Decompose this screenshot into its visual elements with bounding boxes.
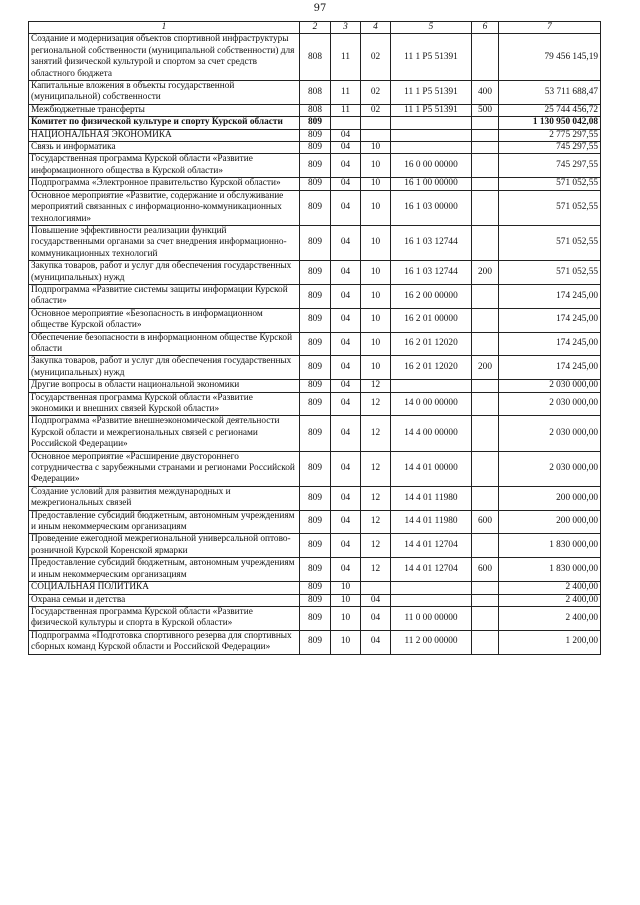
cell-expense-type xyxy=(472,332,499,356)
cell-expense-type xyxy=(472,486,499,510)
cell-name: Связь и информатика xyxy=(29,142,300,154)
cell-target-article: 11 0 00 00000 xyxy=(391,606,472,630)
cell-glava: 808 xyxy=(300,81,331,105)
cell-amount: 2 030 000,00 xyxy=(499,380,601,392)
table-row xyxy=(29,332,601,356)
cell-razdel: 04 xyxy=(331,534,361,558)
cell-name: НАЦИОНАЛЬНАЯ ЭКОНОМИКА xyxy=(29,129,300,141)
cell-name: Государственная программа Курской области «Развитие физической культуры и спорта в Курской области» xyxy=(29,606,300,630)
cell-amount: 174 245,00 xyxy=(499,356,601,380)
table-row xyxy=(29,34,601,81)
cell-razdel: 10 xyxy=(331,606,361,630)
cell-podrazdel: 10 xyxy=(361,261,391,285)
cell-razdel: 04 xyxy=(331,356,361,380)
cell-amount: 25 744 456,72 xyxy=(499,104,601,116)
cell-amount: 200 000,00 xyxy=(499,486,601,510)
cell-glava: 809 xyxy=(300,582,331,594)
table-row xyxy=(29,606,601,630)
cell-name: Другие вопросы в области национальной экономики xyxy=(29,380,300,392)
cell-glava: 809 xyxy=(300,486,331,510)
cell-podrazdel: 02 xyxy=(361,34,391,81)
cell-name: Основное мероприятие «Расширение двустороннего сотрудничества с зарубежными странами и регионами Российской Федерации» xyxy=(29,451,300,486)
cell-target-article xyxy=(391,142,472,154)
cell-glava: 809 xyxy=(300,416,331,451)
cell-razdel: 04 xyxy=(331,380,361,392)
table-row xyxy=(29,178,601,190)
cell-expense-type: 600 xyxy=(472,558,499,582)
cell-razdel: 04 xyxy=(331,129,361,141)
cell-expense-type xyxy=(472,594,499,606)
table-row xyxy=(29,284,601,308)
cell-amount: 745 297,55 xyxy=(499,154,601,178)
cell-expense-type: 400 xyxy=(472,81,499,105)
cell-glava: 809 xyxy=(300,510,331,534)
cell-target-article: 11 1 P5 51391 xyxy=(391,81,472,105)
cell-amount: 2 400,00 xyxy=(499,594,601,606)
cell-target-article xyxy=(391,380,472,392)
cell-amount: 571 052,55 xyxy=(499,178,601,190)
table-row xyxy=(29,190,601,225)
cell-razdel: 04 xyxy=(331,178,361,190)
cell-expense-type xyxy=(472,34,499,81)
table-row xyxy=(29,582,601,594)
cell-amount: 174 245,00 xyxy=(499,284,601,308)
cell-razdel: 11 xyxy=(331,81,361,105)
cell-razdel: 04 xyxy=(331,142,361,154)
table-row xyxy=(29,486,601,510)
cell-podrazdel: 10 xyxy=(361,284,391,308)
column-number-row xyxy=(29,22,601,34)
cell-podrazdel: 02 xyxy=(361,104,391,116)
col-header-amount: 7 xyxy=(499,22,601,34)
cell-podrazdel: 12 xyxy=(361,380,391,392)
cell-name: Межбюджетные трансферты xyxy=(29,104,300,116)
cell-glava: 809 xyxy=(300,154,331,178)
cell-target-article: 11 1 P5 51391 xyxy=(391,34,472,81)
table-row xyxy=(29,510,601,534)
cell-target-article xyxy=(391,129,472,141)
cell-podrazdel: 10 xyxy=(361,225,391,260)
budget-table xyxy=(28,21,601,655)
cell-razdel: 04 xyxy=(331,154,361,178)
cell-name: Основное мероприятие «Безопасность в информационном обществе Курской области» xyxy=(29,308,300,332)
cell-target-article: 14 4 00 00000 xyxy=(391,416,472,451)
cell-podrazdel xyxy=(361,117,391,129)
cell-amount: 1 830 000,00 xyxy=(499,558,601,582)
table-row xyxy=(29,558,601,582)
cell-name: Комитет по физической культуре и спорту Курской области xyxy=(29,117,300,129)
page-number: 97 xyxy=(313,3,327,14)
col-header-expense-type: 6 xyxy=(472,22,499,34)
cell-glava: 809 xyxy=(300,380,331,392)
cell-name: Государственная программа Курской области «Развитие экономики и внешних связей Курской области» xyxy=(29,392,300,416)
cell-name: Охрана семьи и детства xyxy=(29,594,300,606)
cell-glava: 809 xyxy=(300,190,331,225)
table-row xyxy=(29,380,601,392)
cell-razdel: 04 xyxy=(331,308,361,332)
cell-amount: 200 000,00 xyxy=(499,510,601,534)
cell-target-article: 16 1 03 12744 xyxy=(391,225,472,260)
col-header-target-article: 5 xyxy=(391,22,472,34)
cell-expense-type xyxy=(472,178,499,190)
cell-podrazdel: 12 xyxy=(361,416,391,451)
cell-glava: 809 xyxy=(300,451,331,486)
cell-name: Предоставление субсидий бюджетным, автономным учреждениям и иным некоммерческим организациям xyxy=(29,510,300,534)
cell-razdel: 04 xyxy=(331,284,361,308)
cell-expense-type xyxy=(472,606,499,630)
cell-razdel: 11 xyxy=(331,34,361,81)
cell-expense-type xyxy=(472,129,499,141)
cell-amount: 2 400,00 xyxy=(499,582,601,594)
cell-name: Создание условий для развития международных и межрегиональных связей xyxy=(29,486,300,510)
cell-expense-type: 200 xyxy=(472,261,499,285)
table-row xyxy=(29,308,601,332)
cell-podrazdel: 10 xyxy=(361,142,391,154)
table-row xyxy=(29,129,601,141)
cell-podrazdel: 10 xyxy=(361,190,391,225)
cell-amount: 2 400,00 xyxy=(499,606,601,630)
cell-podrazdel: 12 xyxy=(361,558,391,582)
cell-podrazdel xyxy=(361,129,391,141)
cell-name: Создание и модернизация объектов спортивной инфраструктуры региональной собственности (муниципальной собственности) для занятий физической культурой и спортом за счет средств областного бюджета xyxy=(29,34,300,81)
cell-glava: 809 xyxy=(300,392,331,416)
cell-razdel: 04 xyxy=(331,510,361,534)
cell-expense-type xyxy=(472,190,499,225)
table-row xyxy=(29,630,601,654)
cell-glava: 809 xyxy=(300,332,331,356)
col-header-podrazdel: 4 xyxy=(361,22,391,34)
cell-razdel: 11 xyxy=(331,104,361,116)
cell-amount: 1 830 000,00 xyxy=(499,534,601,558)
cell-expense-type xyxy=(472,142,499,154)
cell-amount: 174 245,00 xyxy=(499,308,601,332)
cell-podrazdel: 02 xyxy=(361,81,391,105)
cell-name: Обеспечение безопасности в информационном обществе Курской области xyxy=(29,332,300,356)
table-row xyxy=(29,392,601,416)
cell-podrazdel: 04 xyxy=(361,630,391,654)
cell-target-article: 16 1 03 12744 xyxy=(391,261,472,285)
cell-name: Государственная программа Курской области «Развитие информационного общества в Курской области» xyxy=(29,154,300,178)
cell-razdel: 04 xyxy=(331,190,361,225)
cell-amount: 2 030 000,00 xyxy=(499,416,601,451)
table-row xyxy=(29,534,601,558)
cell-target-article: 16 2 00 00000 xyxy=(391,284,472,308)
table-row xyxy=(29,154,601,178)
cell-podrazdel: 10 xyxy=(361,356,391,380)
cell-target-article: 11 2 00 00000 xyxy=(391,630,472,654)
cell-podrazdel: 10 xyxy=(361,308,391,332)
cell-name: Закупка товаров, работ и услуг для обеспечения государственных (муниципальных) нужд xyxy=(29,261,300,285)
cell-amount: 1 130 950 042,08 xyxy=(499,117,601,129)
cell-podrazdel: 12 xyxy=(361,510,391,534)
cell-razdel: 10 xyxy=(331,630,361,654)
cell-target-article: 14 4 01 11980 xyxy=(391,510,472,534)
cell-amount: 745 297,55 xyxy=(499,142,601,154)
cell-target-article: 16 0 00 00000 xyxy=(391,154,472,178)
cell-glava: 808 xyxy=(300,34,331,81)
cell-podrazdel: 04 xyxy=(361,594,391,606)
cell-amount: 174 245,00 xyxy=(499,332,601,356)
table-row xyxy=(29,104,601,116)
cell-amount: 1 200,00 xyxy=(499,630,601,654)
cell-amount: 53 711 688,47 xyxy=(499,81,601,105)
cell-razdel: 04 xyxy=(331,486,361,510)
cell-expense-type xyxy=(472,392,499,416)
cell-glava: 809 xyxy=(300,117,331,129)
cell-razdel: 04 xyxy=(331,225,361,260)
cell-expense-type xyxy=(472,380,499,392)
cell-glava: 809 xyxy=(300,308,331,332)
cell-target-article xyxy=(391,117,472,129)
cell-target-article: 14 4 01 11980 xyxy=(391,486,472,510)
cell-glava: 809 xyxy=(300,606,331,630)
cell-glava: 809 xyxy=(300,594,331,606)
cell-expense-type xyxy=(472,117,499,129)
cell-amount: 79 456 145,19 xyxy=(499,34,601,81)
cell-expense-type: 600 xyxy=(472,510,499,534)
cell-expense-type xyxy=(472,630,499,654)
cell-expense-type xyxy=(472,284,499,308)
cell-expense-type xyxy=(472,154,499,178)
cell-podrazdel: 10 xyxy=(361,332,391,356)
cell-podrazdel: 12 xyxy=(361,486,391,510)
cell-target-article: 16 1 03 00000 xyxy=(391,190,472,225)
cell-amount: 571 052,55 xyxy=(499,190,601,225)
cell-razdel: 10 xyxy=(331,594,361,606)
cell-podrazdel: 12 xyxy=(361,392,391,416)
cell-glava: 809 xyxy=(300,558,331,582)
table-row xyxy=(29,594,601,606)
cell-name: Подпрограмма «Электронное правительство Курской области» xyxy=(29,178,300,190)
table-row xyxy=(29,225,601,260)
cell-glava: 809 xyxy=(300,261,331,285)
cell-name: Предоставление субсидий бюджетным, автономным учреждениям и иным некоммерческим организациям xyxy=(29,558,300,582)
cell-podrazdel: 10 xyxy=(361,154,391,178)
cell-amount: 571 052,55 xyxy=(499,261,601,285)
cell-name: Проведение ежегодной межрегиональной универсальной оптово-розничной Курской Коренской ярмарки xyxy=(29,534,300,558)
cell-target-article: 14 4 01 12704 xyxy=(391,534,472,558)
cell-razdel: 04 xyxy=(331,558,361,582)
cell-expense-type: 200 xyxy=(472,356,499,380)
cell-target-article: 16 2 01 00000 xyxy=(391,308,472,332)
cell-razdel: 04 xyxy=(331,392,361,416)
cell-expense-type xyxy=(472,534,499,558)
cell-target-article: 16 2 01 12020 xyxy=(391,356,472,380)
cell-name: Основное мероприятие «Развитие, содержание и обслуживание мероприятий связанных с информационно-коммуникационных технологиями» xyxy=(29,190,300,225)
table-row xyxy=(29,261,601,285)
cell-glava: 809 xyxy=(300,356,331,380)
table-row xyxy=(29,451,601,486)
cell-amount: 2 775 297,55 xyxy=(499,129,601,141)
col-header-name: 1 xyxy=(29,22,300,34)
cell-name: Повышение эффективности реализации функций государственными органами за счет внедрения информационно-коммуникационных технологий xyxy=(29,225,300,260)
cell-target-article: 16 1 00 00000 xyxy=(391,178,472,190)
cell-amount: 2 030 000,00 xyxy=(499,392,601,416)
table-row xyxy=(29,356,601,380)
table-row xyxy=(29,81,601,105)
cell-glava: 809 xyxy=(300,630,331,654)
col-header-glava: 2 xyxy=(300,22,331,34)
cell-glava: 809 xyxy=(300,142,331,154)
cell-expense-type: 500 xyxy=(472,104,499,116)
table-row xyxy=(29,117,601,129)
cell-target-article: 14 0 00 00000 xyxy=(391,392,472,416)
cell-podrazdel: 12 xyxy=(361,534,391,558)
cell-name: Закупка товаров, работ и услуг для обеспечения государственных (муниципальных) нужд xyxy=(29,356,300,380)
cell-target-article xyxy=(391,594,472,606)
cell-expense-type xyxy=(472,225,499,260)
table-row xyxy=(29,416,601,451)
cell-glava: 809 xyxy=(300,225,331,260)
cell-razdel: 04 xyxy=(331,261,361,285)
cell-expense-type xyxy=(472,582,499,594)
cell-target-article xyxy=(391,582,472,594)
cell-razdel: 04 xyxy=(331,416,361,451)
cell-glava: 809 xyxy=(300,284,331,308)
cell-target-article: 14 4 01 00000 xyxy=(391,451,472,486)
cell-name: Капитальные вложения в объекты государственной (муниципальной) собственности xyxy=(29,81,300,105)
cell-target-article: 16 2 01 12020 xyxy=(391,332,472,356)
cell-expense-type xyxy=(472,416,499,451)
col-header-razdel: 3 xyxy=(331,22,361,34)
cell-name: СОЦИАЛЬНАЯ ПОЛИТИКА xyxy=(29,582,300,594)
cell-razdel: 10 xyxy=(331,582,361,594)
cell-target-article: 11 1 P5 51391 xyxy=(391,104,472,116)
table-row xyxy=(29,142,601,154)
cell-razdel: 04 xyxy=(331,332,361,356)
cell-glava: 808 xyxy=(300,104,331,116)
cell-podrazdel: 04 xyxy=(361,606,391,630)
cell-glava: 809 xyxy=(300,129,331,141)
cell-amount: 2 030 000,00 xyxy=(499,451,601,486)
cell-glava: 809 xyxy=(300,534,331,558)
cell-target-article: 14 4 01 12704 xyxy=(391,558,472,582)
cell-expense-type xyxy=(472,308,499,332)
cell-expense-type xyxy=(472,451,499,486)
cell-amount: 571 052,55 xyxy=(499,225,601,260)
cell-podrazdel: 12 xyxy=(361,451,391,486)
cell-name: Подпрограмма «Развитие системы защиты информации Курской области» xyxy=(29,284,300,308)
cell-name: Подпрограмма «Развитие внешнеэкономической деятельности Курской области и межрегиональных связей с регионами Российской Федерации» xyxy=(29,416,300,451)
cell-glava: 809 xyxy=(300,178,331,190)
cell-razdel: 04 xyxy=(331,451,361,486)
cell-podrazdel xyxy=(361,582,391,594)
cell-name: Подпрограмма «Подготовка спортивного резерва для спортивных сборных команд Курской области и Российской Федерации» xyxy=(29,630,300,654)
table-body xyxy=(29,34,601,654)
cell-podrazdel: 10 xyxy=(361,178,391,190)
cell-razdel xyxy=(331,117,361,129)
